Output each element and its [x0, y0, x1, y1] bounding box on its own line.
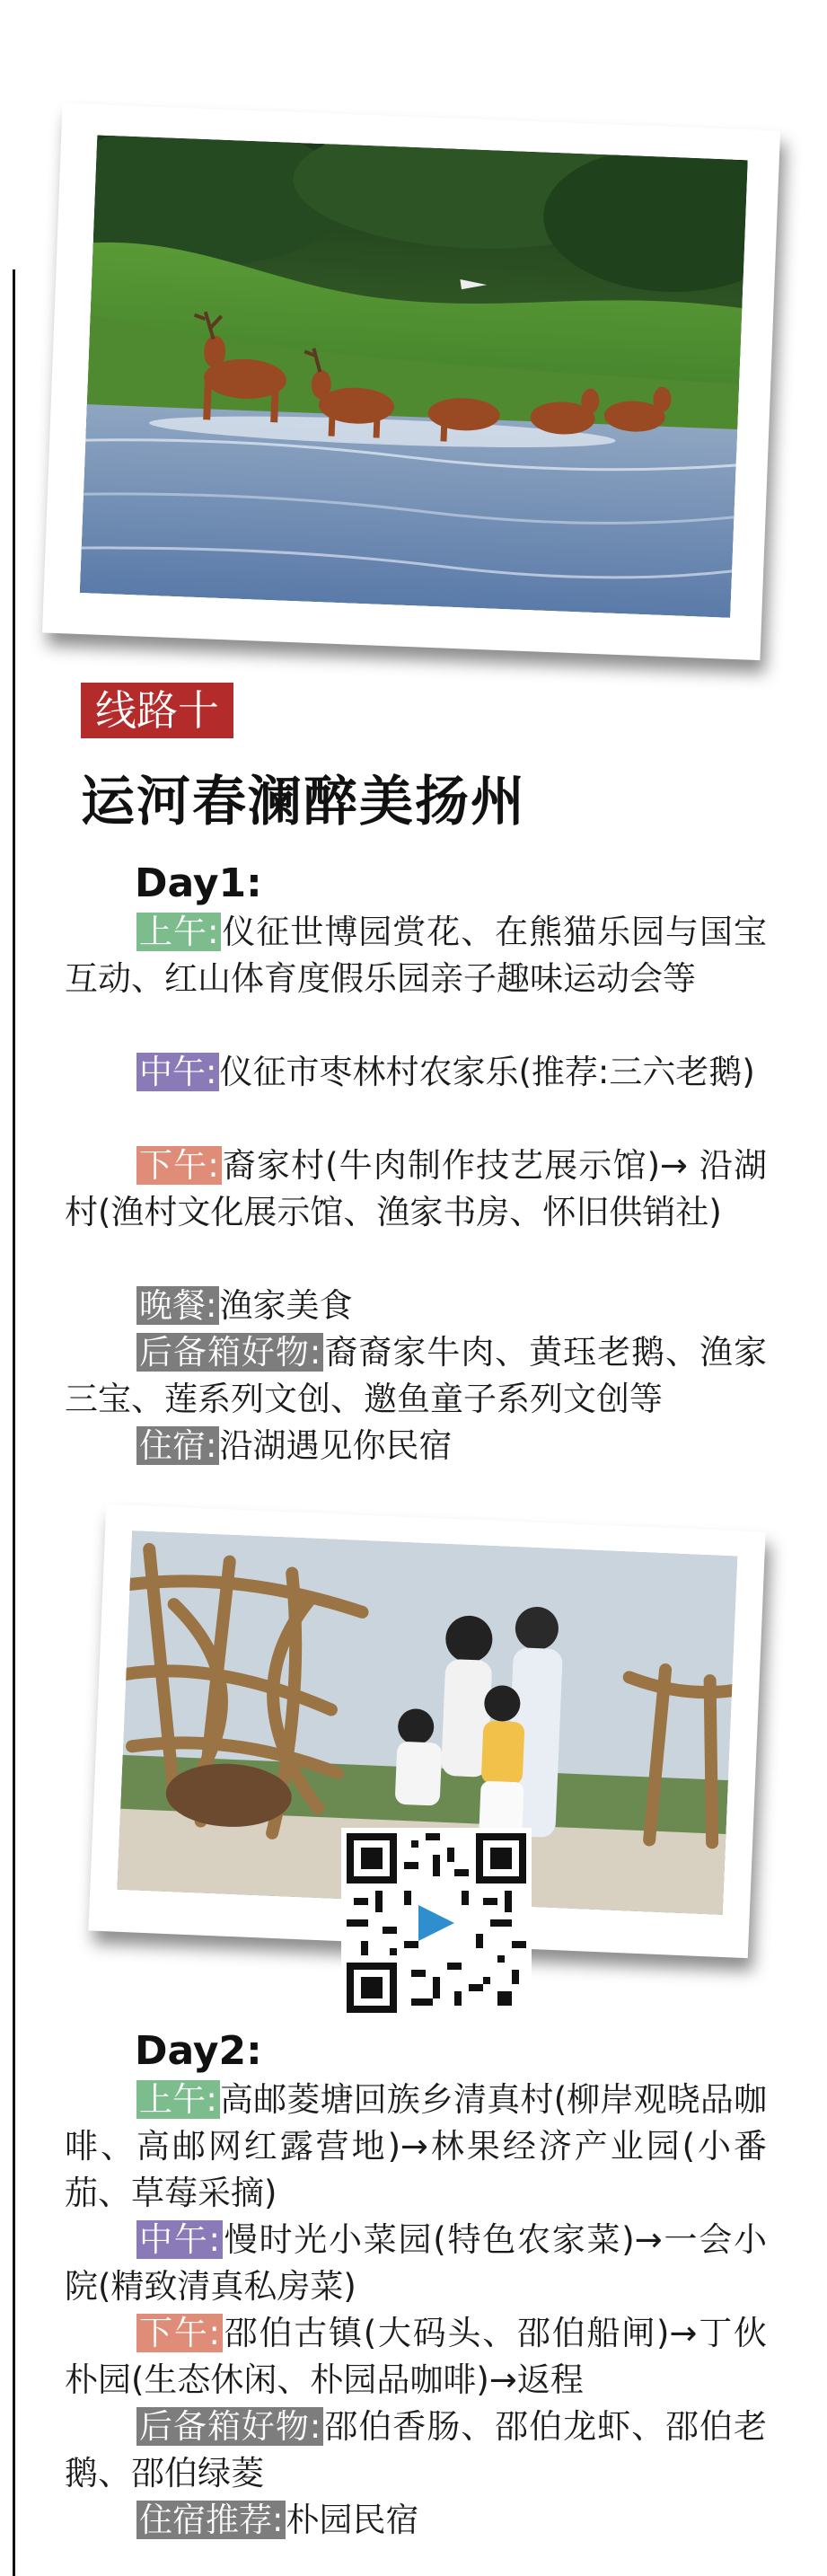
day1-noon — [65, 1049, 767, 1096]
qr-code[interactable] — [341, 1828, 532, 2018]
day2-afternoon — [65, 2310, 767, 2404]
day2-stay-text: 朴园民宿 — [286, 2501, 419, 2539]
tag-noon: 中午: — [136, 1053, 219, 1091]
deer-photo-frame — [42, 103, 780, 660]
tag-noon: 中午: — [136, 2220, 223, 2259]
tag-afternoon: 下午: — [136, 2314, 223, 2352]
tag-morning: 上午: — [136, 2080, 220, 2119]
tag-goods: 后备箱好物: — [136, 1333, 323, 1372]
route-badge: 线路十 — [81, 683, 233, 738]
day2-morning-text: 高邮菱塘回族乡清真村(柳岸观晓品咖啡、高邮网红露营地)→林果经济产业园(小番茄、草莓采摘) — [65, 2080, 767, 2212]
day2-afternoon-text: 邵伯古镇(大码头、邵伯船闸)→丁伙朴园(生态休闲、朴园品咖啡)→返程 — [65, 2314, 767, 2399]
day1-goods-text: 裔裔家牛肉、黄珏老鹅、渔家三宝、莲系列文创、邀鱼童子系列文创等 — [65, 1333, 768, 1418]
tag-stay: 住宿: — [136, 1426, 219, 1465]
day2-title: Day2: — [135, 2028, 262, 2074]
day2-morning — [65, 2077, 767, 2217]
page-side-rule — [13, 269, 15, 2576]
day2-goods — [65, 2404, 767, 2497]
day1-noon-text: 仪征市枣林村农家乐(推荐:三六老鹅) — [219, 1053, 755, 1091]
tag-afternoon: 下午: — [136, 1146, 222, 1185]
tag-goods: 后备箱好物: — [136, 2407, 323, 2446]
route-title: 运河春澜醉美扬州 — [81, 771, 526, 834]
day1-afternoon-text: 裔家村(牛肉制作技艺展示馆)→ 沿湖村(渔村文化展示馆、渔家书房、怀旧供销社) — [65, 1146, 768, 1231]
day2-goods-text: 邵伯香肠、邵伯龙虾、邵伯老鹅、邵伯绿菱 — [65, 2407, 768, 2492]
tag-morning: 上午: — [136, 913, 221, 951]
day1-stay-text: 沿湖遇见你民宿 — [219, 1426, 453, 1465]
day1-morning-text: 仪征世博园赏花、在熊猫乐园与国宝互动、红山体育度假乐园亲子趣味运动会等 — [65, 913, 768, 998]
day1-dinner-text: 渔家美食 — [219, 1286, 353, 1325]
deer-photo — [80, 135, 748, 617]
tag-dinner: 晚餐: — [136, 1286, 219, 1325]
day1-afternoon — [65, 1142, 767, 1236]
day1-stay — [65, 1423, 767, 1469]
day2-noon-text: 慢时光小菜园(特色农家菜)→一会小院(精致清真私房菜) — [65, 2220, 767, 2306]
day1-goods — [65, 1329, 767, 1423]
tag-stay: 住宿推荐: — [136, 2501, 286, 2539]
day1-morning — [65, 909, 767, 1002]
day2-noon — [65, 2217, 767, 2310]
day1-title: Day1: — [135, 860, 262, 906]
day1-dinner — [65, 1283, 767, 1329]
day2-stay — [65, 2497, 767, 2544]
